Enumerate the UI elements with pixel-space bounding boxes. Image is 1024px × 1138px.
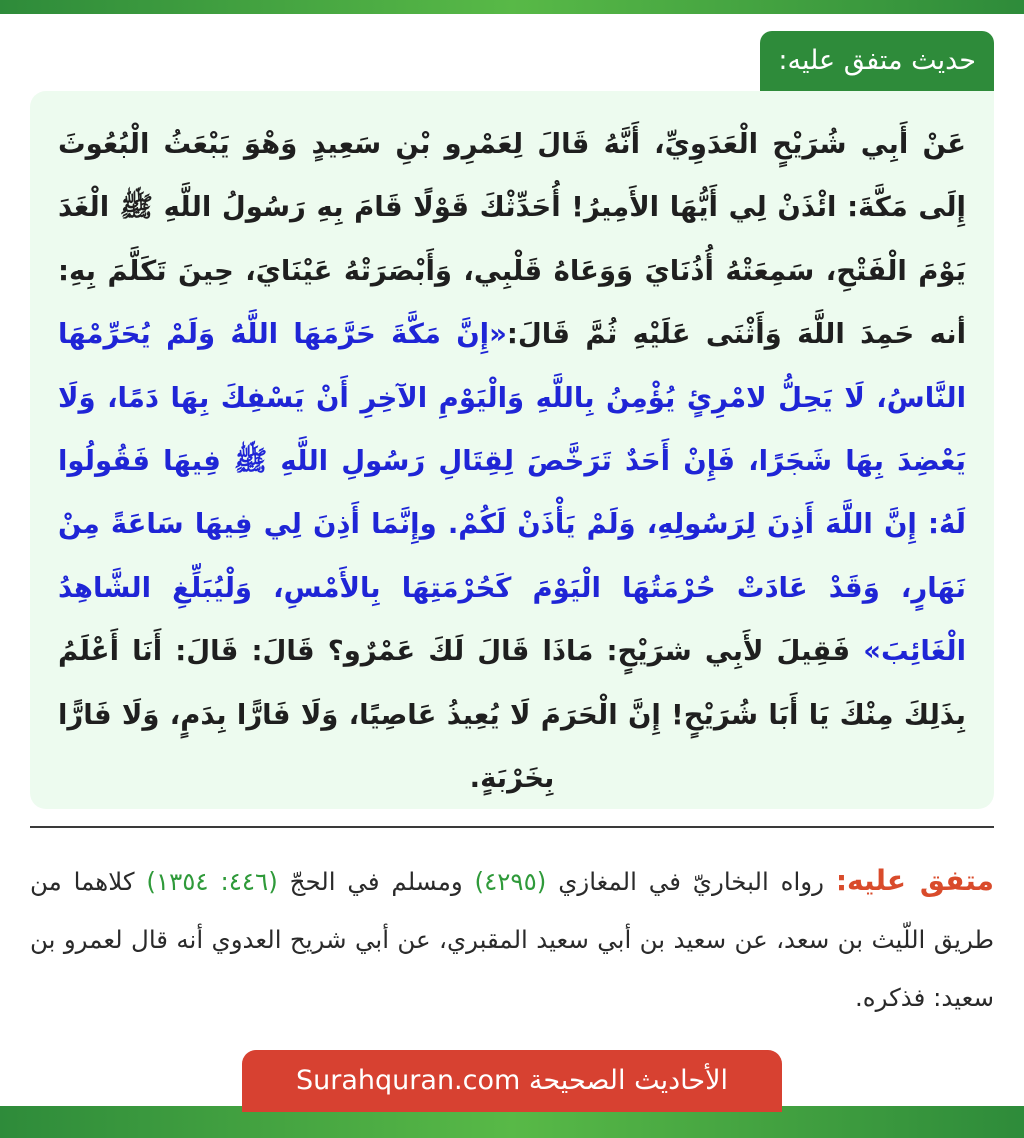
hadith-outro: فَقِيلَ لأَبِي شرَيْحٍ: مَاذَا قَالَ لَكَ عَمْرٌو؟ قَالَ: قَالَ: أَنَا أَعْلَمُ بِذَلِكَ مِنْكَ يَا أَبَا شُرَيْحٍ! إِنَّ الْحَرَمَ لَا يُعِيذُ عَاصِيًا، وَلَا فَارًّا بِدَمٍ، وَلَا فَارًّا بِخَرْبَةٍ. xyxy=(58,635,966,795)
section-divider xyxy=(30,826,994,828)
bukhari-number: (٤٢٩٥) xyxy=(474,867,547,896)
hadith-type-label: حديث متفق عليه: xyxy=(760,31,994,91)
hadith-intro: عَنْ أَبِي شُرَيْحٍ الْعَدَوِيِّ، أَنَّهُ قَالَ لِعَمْرِو بْنِ سَعِيدٍ وَهْوَ يَبْعَثُ الْبُعُوثَ إِلَى مَكَّةَ: ائْذَنْ لِي أَيُّهَا الأَمِيرُ! أُحَدِّثْكَ قَوْلًا قَامَ بِهِ رَسُولُ اللَّهِ ﷺ الْغَدَ يَوْمَ الْفَتْحِ، سَمِعَتْهُ أُذُنَايَ وَوَعَاهُ قَلْبِي، وَأَبْصَرَتْهُ عَيْنَايَ، حِينَ تَكَلَّمَ بِهِ: أنه حَمِدَ اللَّهَ وَأَثْنَى عَلَيْهِ ثُمَّ قَالَ: xyxy=(58,128,967,351)
source-text-2: ومسلم في الحجّ xyxy=(277,867,475,896)
top-decorative-bar xyxy=(0,0,1024,14)
hadith-source xyxy=(30,852,994,1027)
muslim-number: (٤٤٦: ١٣٥٤) xyxy=(146,867,278,896)
prophet-quote: «إِنَّ مَكَّةَ حَرَّمَهَا اللَّهُ وَلَمْ يُحَرِّمْهَا النَّاسُ، لَا يَحِلُّ لامْرِئٍ يُؤْمِنُ بِاللَّهِ وَالْيَوْمِ الآخِرِ أَنْ يَسْفِكَ بِهَا دَمًا، وَلَا يَعْضِدَ بِهَا شَجَرًا، فَإِنْ أَحَدٌ تَرَخَّصَ لِقِتَالِ رَسُولِ اللَّهِ ﷺ فِيهَا فَقُولُوا لَهُ: إِنَّ اللَّهَ أَذِنَ لِرَسُولِهِ، وَلَمْ يَأْذَنْ لَكُمْ. وإِنَّمَا أَذِنَ لِي فِيهَا سَاعَةً مِنْ نَهَارٍ، وَقَدْ عَادَتْ حُرْمَتُهَا الْيَوْمَ كَحُرْمَتِهَا بِالأَمْسِ، وَلْيُبَلِّغِ الشَّاهِدُ الْغَائِبَ» xyxy=(58,318,966,668)
hadith-text-box xyxy=(30,91,994,809)
hadith-text xyxy=(58,113,966,810)
site-badge: الأحاديث الصحيحة Surahquran.com xyxy=(242,1050,782,1112)
source-label: متفق عليه: xyxy=(835,864,994,897)
source-text-1: رواه البخاريّ في المغازي xyxy=(546,867,836,896)
source-text-3: كلاهما من طريق اللّيث بن سعد، عن سعيد بن أبي سعيد المقبري، عن أبي شريح العدوي أنه قال لعمرو بن سعيد: فذكره. xyxy=(30,867,994,1012)
